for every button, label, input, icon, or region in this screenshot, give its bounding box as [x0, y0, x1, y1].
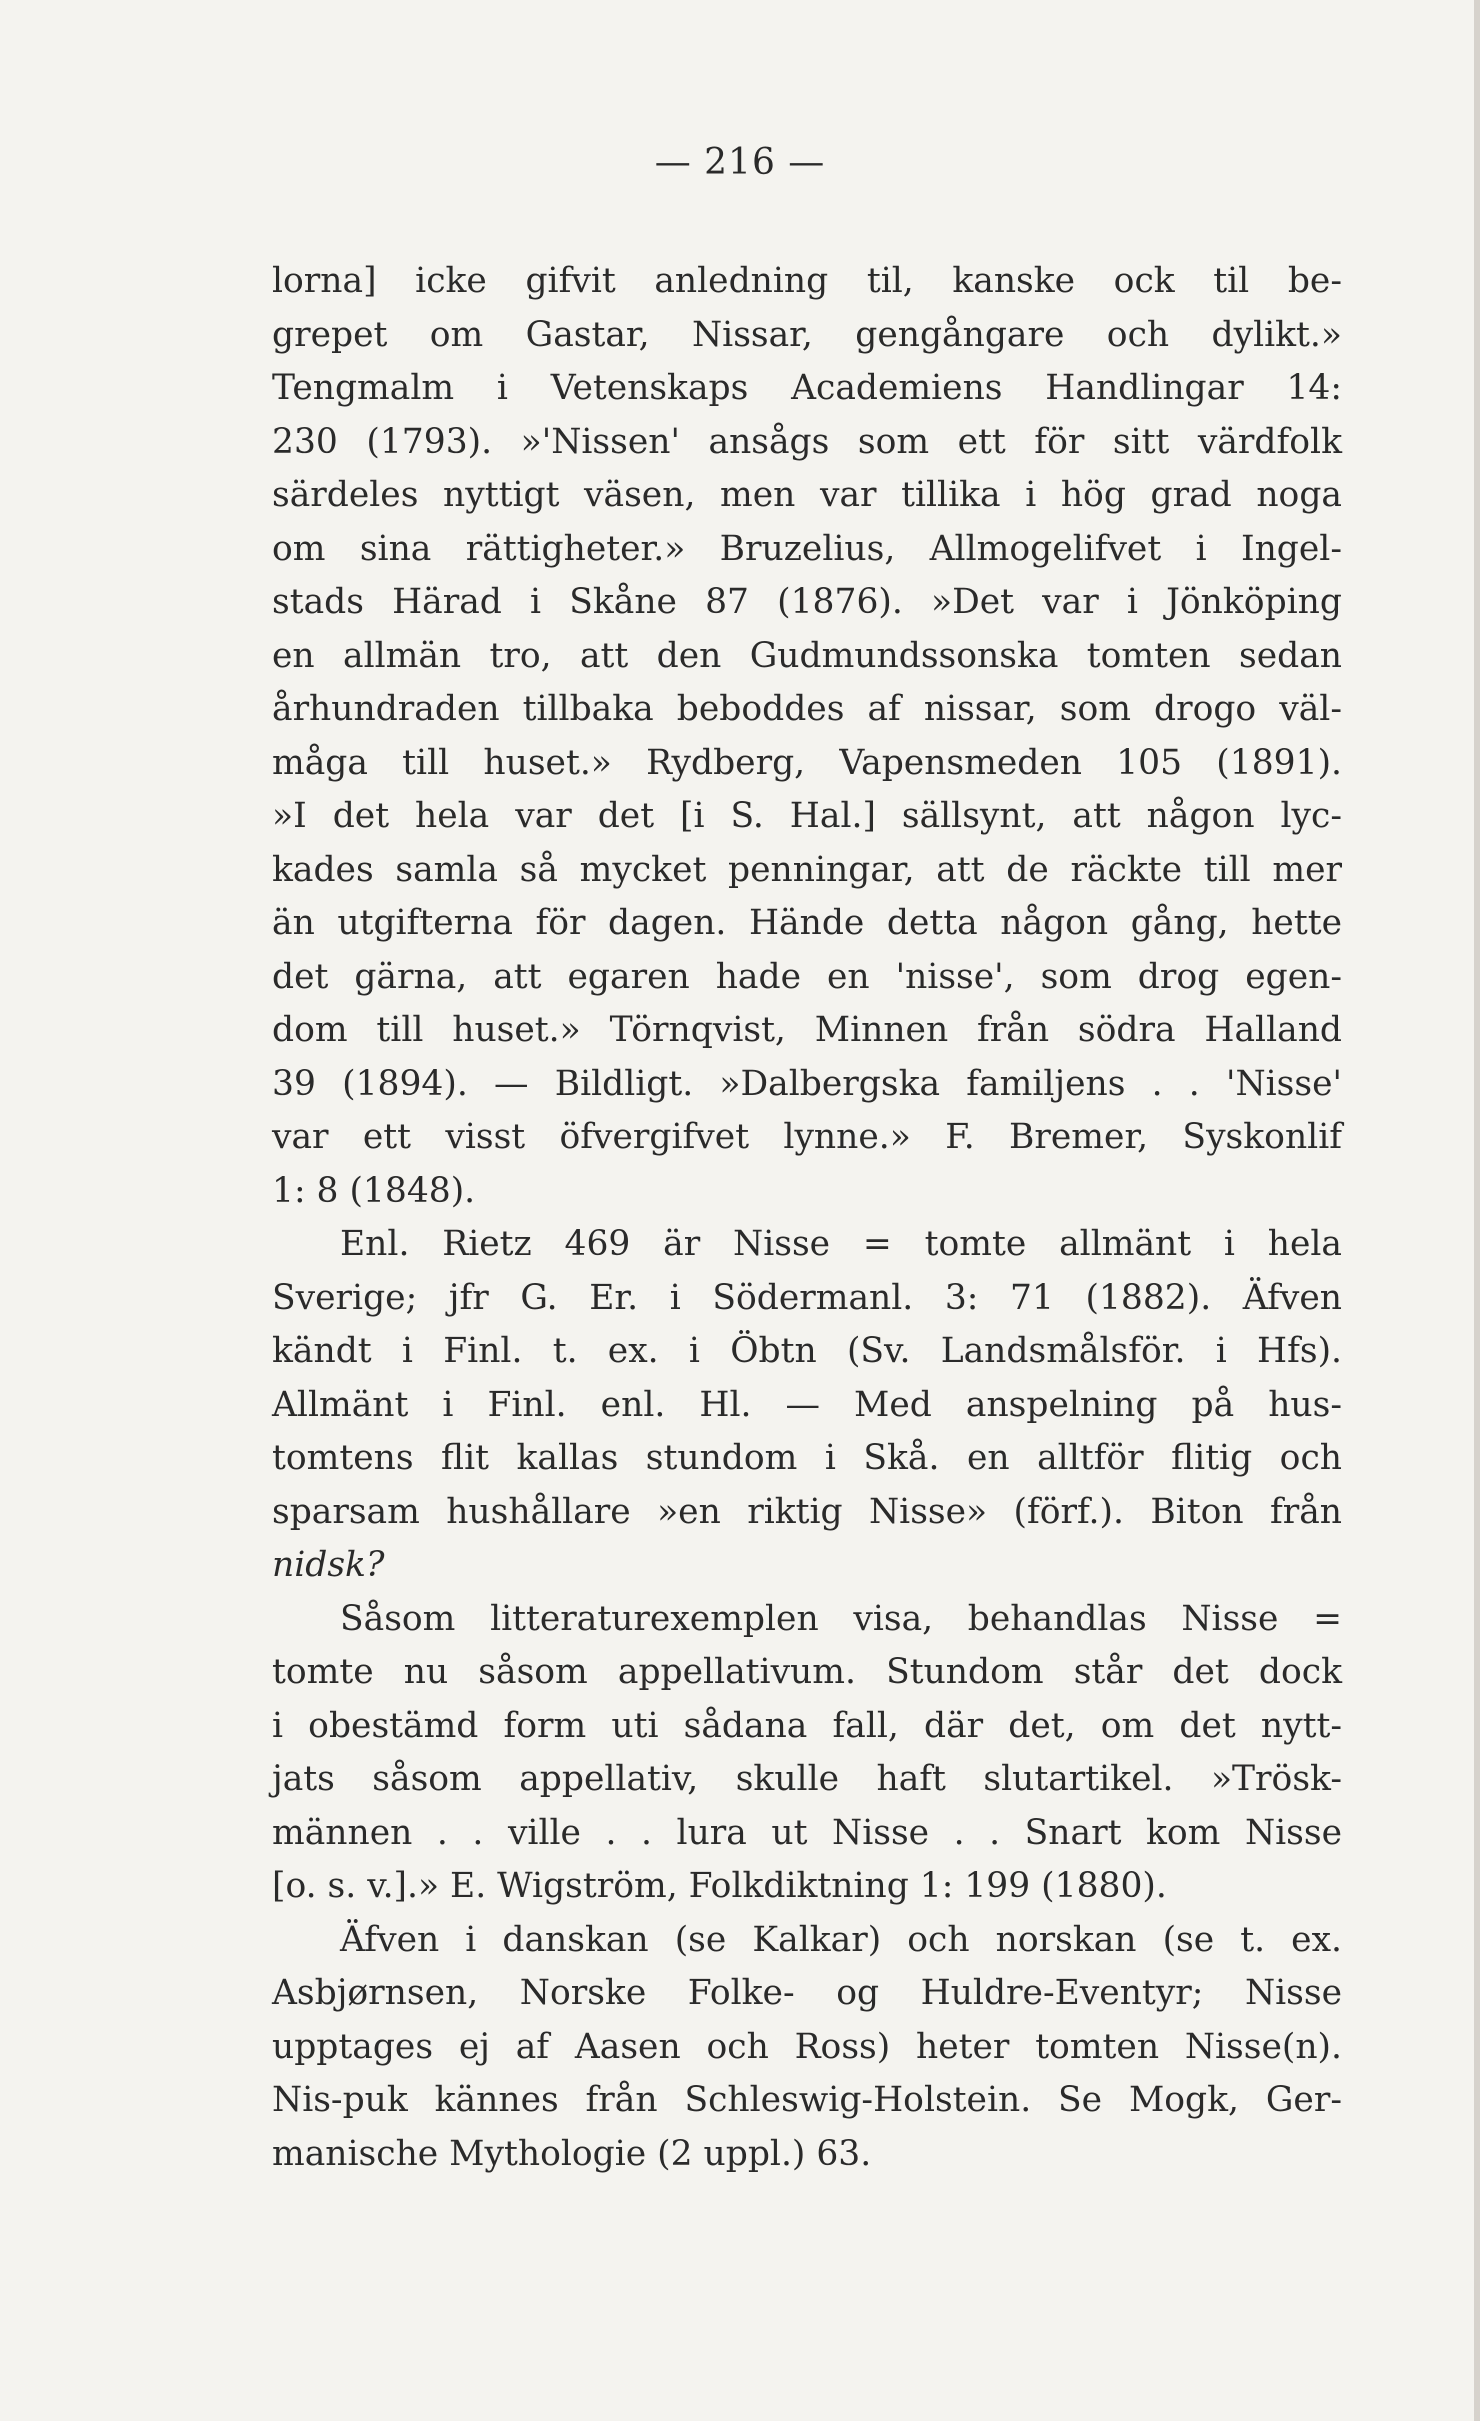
- text-line: än utgifterna för dagen. Hände detta någon gång, hette: [272, 903, 1342, 943]
- text-line: måga till huset.» Rydberg, Vapensmeden 105 (1891).: [272, 742, 1342, 783]
- text-line: kändt i Finl. t. ex. i Öbtn (Sv. Landsmålsför. i Hfs).: [272, 1331, 1342, 1371]
- text-line: Sverige; jfr G. Er. i Södermanl. 3: 71 (1882). Äfven: [272, 1277, 1342, 1318]
- text-line: var ett visst öfvergifvet lynne.» F. Bremer, Syskonlif: [272, 1117, 1342, 1157]
- page-edge: [1474, 0, 1480, 2421]
- text-line: jats såsom appellativ, skulle haft slutartikel. »Trösk-: [272, 1759, 1342, 1799]
- italic-word: nidsk?: [272, 1545, 385, 1585]
- text-line: Äfven i danskan (se Kalkar) och norskan (se t. ex.: [340, 1919, 1342, 1960]
- text-line: det gärna, att egaren hade en 'nisse', som drog egen-: [272, 956, 1342, 997]
- paragraph: [272, 1593, 1342, 1914]
- text-line: grepet om Gastar, Nissar, gengångare och dylikt.»: [272, 314, 1342, 355]
- text-line: århundraden tillbaka beboddes af nissar, som drogo väl-: [272, 689, 1342, 729]
- text-line: upptages ej af Aasen och Ross) heter tomten Nisse(n).: [272, 2026, 1342, 2067]
- text-line: 230 (1793). »'Nissen' ansågs som ett för sitt värdfolk: [272, 421, 1342, 462]
- text-line: särdeles nyttigt väsen, men var tillika i hög grad noga: [272, 475, 1342, 515]
- text-line: männen . . ville . . lura ut Nisse . . Snart kom Nisse: [272, 1812, 1342, 1853]
- text-line: 1: 8 (1848).: [272, 1170, 476, 1211]
- text-line: »I det hela var det [i S. Hal.] sällsynt, att någon lyc-: [272, 796, 1342, 836]
- text-line: [o. s. v.].» E. Wigström, Folkdiktning 1: 199 (1880).: [272, 1866, 1167, 1906]
- paragraph: [272, 1218, 1342, 1593]
- text-line: 39 (1894). — Bildligt. »Dalbergska familjens . . 'Nisse': [272, 1063, 1342, 1104]
- text-line: lorna] icke gifvit anledning til, kanske ock til be-: [272, 261, 1342, 301]
- text-line: om sina rättigheter.» Bruzelius, Allmogelifvet i Ingel-: [272, 528, 1342, 569]
- text-line: Asbjørnsen, Norske Folke- og Huldre-Eventyr; Nisse: [272, 1973, 1342, 2013]
- paragraph: [272, 255, 1342, 1218]
- text-line: Enl. Rietz 469 är Nisse = tomte allmänt i hela: [340, 1224, 1342, 1264]
- text-line: kades samla så mycket penningar, att de räckte till mer: [272, 849, 1342, 890]
- text-line: manische Mythologie (2 uppl.) 63.: [272, 2133, 872, 2174]
- text-line: dom till huset.» Törnqvist, Minnen från södra Halland: [272, 1010, 1342, 1050]
- text-line: Såsom litteraturexemplen visa, behandlas Nisse =: [340, 1598, 1342, 1639]
- text-line: Allmänt i Finl. enl. Hl. — Med anspelning på hus-: [272, 1384, 1342, 1425]
- text-line: tomtens flit kallas stundom i Skå. en alltför flitig och: [272, 1438, 1342, 1478]
- text-line: stads Härad i Skåne 87 (1876). »Det var i Jönköping: [272, 582, 1342, 622]
- body-text: [272, 255, 1342, 2181]
- text-line: i obestämd form uti sådana fall, där det, om det nytt-: [272, 1705, 1342, 1746]
- page-number: — 216 —: [654, 142, 826, 183]
- text-line: Nis-puk kännes från Schleswig-Holstein. Se Mogk, Ger-: [272, 2080, 1342, 2120]
- text-line: sparsam hushållare »en riktig Nisse» (förf.). Biton från: [272, 1491, 1342, 1532]
- text-line: tomte nu såsom appellativum. Stundom står det dock: [272, 1652, 1342, 1692]
- text-line: Tengmalm i Vetenskaps Academiens Handlingar 14:: [272, 368, 1342, 408]
- text-line: [272, 1539, 1342, 1593]
- text-line: en allmän tro, att den Gudmundssonska tomten sedan: [272, 635, 1342, 676]
- paragraph: [272, 1914, 1342, 2182]
